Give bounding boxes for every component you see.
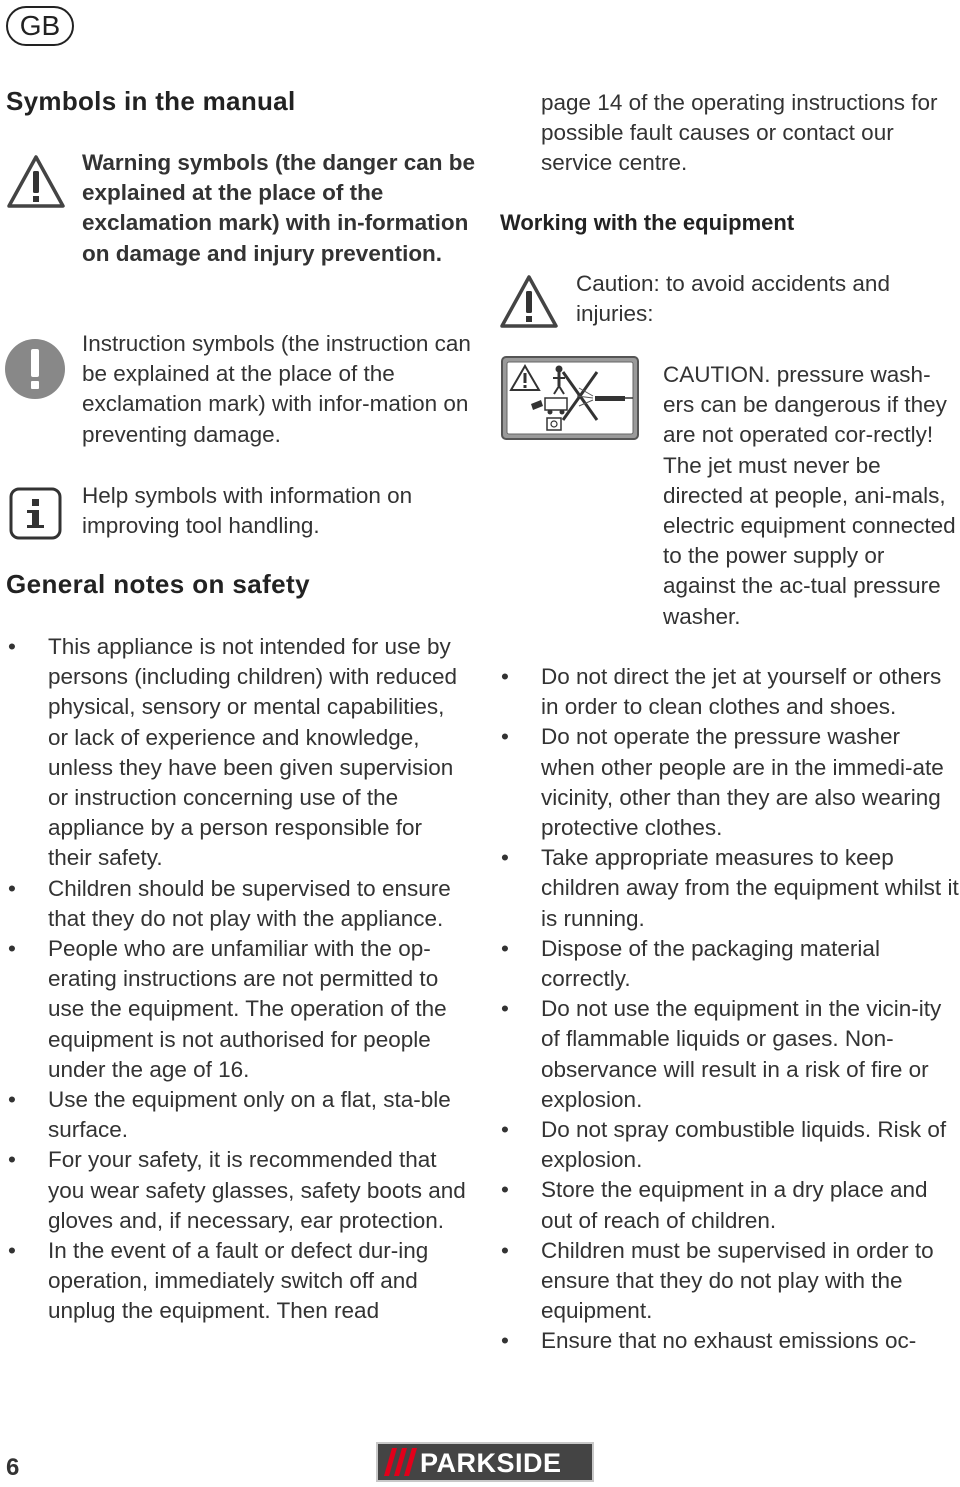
general-notes-heading: General notes on safety: [6, 569, 310, 599]
working-heading: Working with the equipment: [500, 210, 795, 235]
working-safety-list: [501, 662, 959, 1357]
list-item: • Ensure that no exhaust emissions oc-: [501, 1328, 917, 1354]
pressure-washer-warning-label-icon: [501, 356, 639, 440]
brand-text: PARKSIDE: [420, 1448, 562, 1478]
list-item: • Take appropriate measures to keep children away from the equipment whilst it is running.: [501, 845, 959, 931]
warning-triangle-icon: [6, 154, 66, 210]
info-square-icon: [9, 487, 62, 540]
parkside-logo: [376, 1442, 594, 1482]
list-item: • Do not spray combustible liquids. Risk of explosion.: [501, 1117, 947, 1173]
list-item: • This appliance is not intended for use by persons (including children) with reduced physical, sensory or mental capabilities, or lack of experience and knowledge, unless they have been given supervision or instruction concerning use of the appliance by a person responsible for their safety.: [8, 634, 457, 871]
caution-triangle-icon: [499, 274, 559, 330]
list-item: • Do not use the equipment in the vicin-ity of flammable liquids or gases. Non-observance will result in a risk of fire or explosion.: [501, 996, 942, 1112]
instruction-symbol-description: Instruction symbols (the instruction can be explained at the place of the exclamation mark) with infor-mation on preventing damage.: [82, 331, 471, 447]
page-number: 6: [6, 1454, 20, 1481]
warning-symbol-description: Warning symbols (the danger can be explained at the place of the exclamation mark) with in-formation on damage and injury prevention.: [82, 150, 475, 266]
symbols-heading: Symbols in the manual: [6, 86, 296, 116]
help-symbol-description: Help symbols with information on improving tool handling.: [82, 483, 413, 539]
list-item: • People who are unfamiliar with the op-erating instructions are not permitted to use the equipment. The operation of the equipment is not authorised for people under the age of 16.: [8, 936, 447, 1082]
list-item: • Store the equipment in a dry place and out of reach of children.: [501, 1177, 928, 1233]
caution-label-text: CAUTION. pressure wash-ers can be dangerous if they are not operated cor-rectly! The jet must never be directed at people, ani-mals, electric equipment connected to the power supply or against the ac-tual pressure washer.: [663, 362, 956, 629]
language-badge: GB: [6, 6, 74, 46]
list-item: • For your safety, it is recommended that you wear safety glasses, safety boots and gloves and, if necessary, ear protection.: [8, 1147, 466, 1233]
list-item: • Dispose of the packaging material correctly.: [501, 935, 880, 992]
list-item: • Children should be supervised to ensure that they do not play with the appliance.: [8, 875, 451, 931]
list-item: • Do not direct the jet at yourself or others in order to clean clothes and shoes.: [501, 664, 942, 720]
general-safety-list: [8, 632, 468, 1327]
list-item: • Do not operate the pressure washer when other people are in the immedi-ate vicinity, other than they are also wearing protective clothes.: [501, 724, 944, 841]
list-item: • In the event of a fault or defect dur-ing operation, immediately switch off and unplug the equipment. Then read: [8, 1238, 429, 1324]
exclamation-circle-icon: [4, 338, 66, 400]
continued-text: page 14 of the operating instructions for possible fault causes or contact our service centre.: [541, 90, 938, 176]
list-item: • Children must be supervised in order to ensure that they do not play with the equipment.: [501, 1237, 934, 1324]
list-item: • Use the equipment only on a flat, sta-ble surface.: [8, 1087, 451, 1143]
caution-intro-text: Caution: to avoid accidents and injuries:: [576, 271, 890, 327]
